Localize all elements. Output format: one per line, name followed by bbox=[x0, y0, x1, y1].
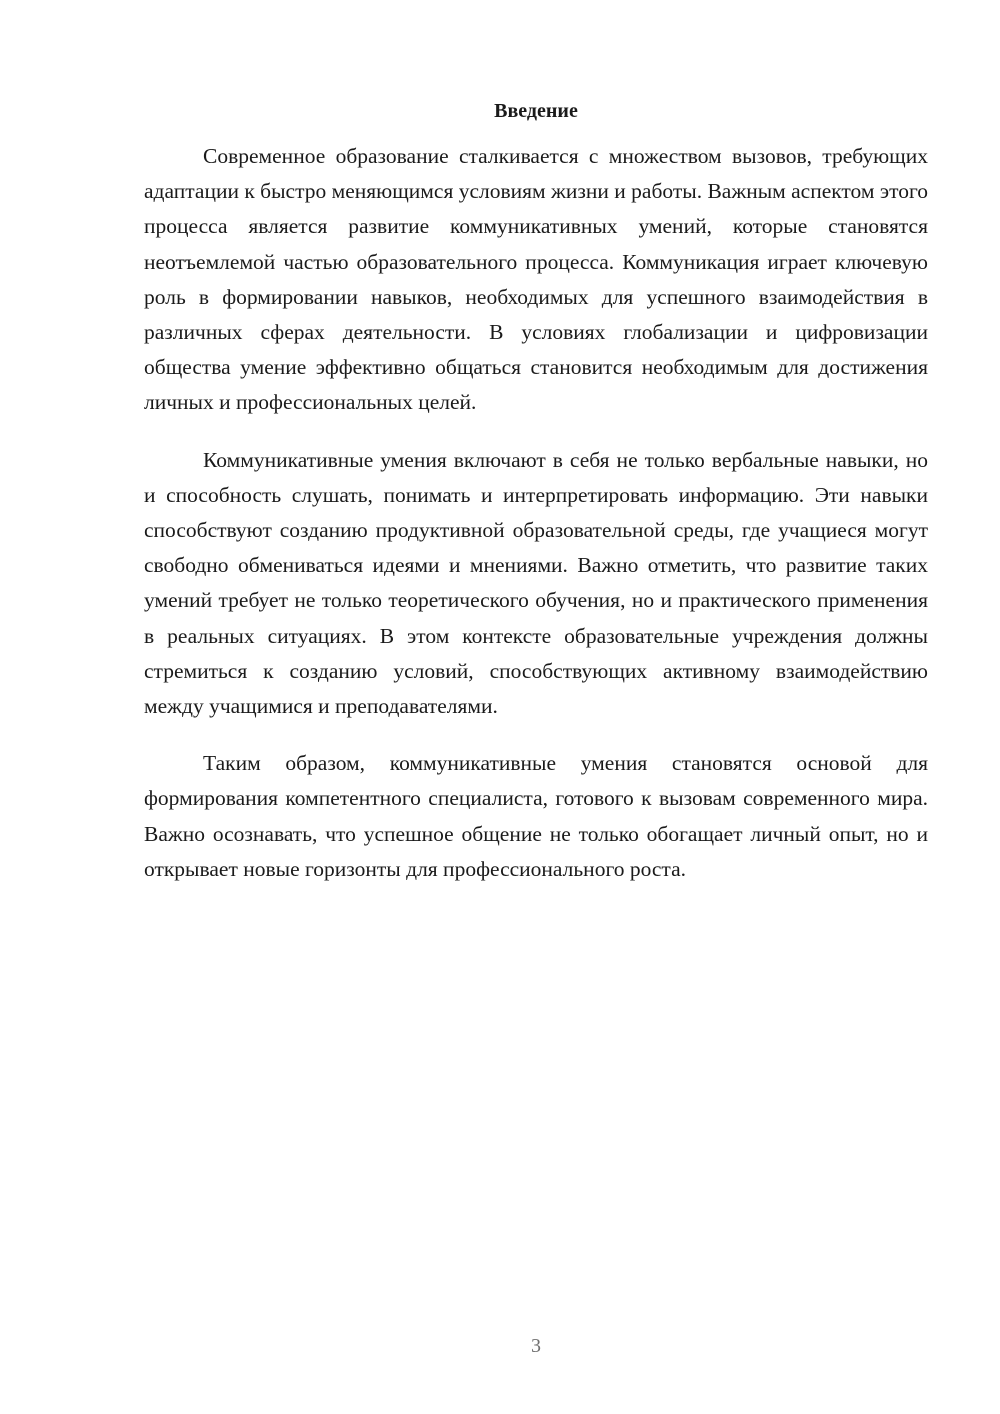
paragraph-2: Коммуникативные умения включают в себя не только вербальные навыки, но и способность слушать, понимать и интерпретировать информацию. Эти навыки способствуют созданию продуктивной образовательной среды, где учащиеся могут свободно обмениваться идеями и мнениями. Важно отметить, что развитие таких умений требует не только теоретического обучения, но и практического применения в реальных ситуациях. В этом контексте образовательные учреждения должны стремиться к созданию условий, способствующих активному взаимодействию между учащимися и преподавателями. bbox=[144, 447, 928, 719]
page-number: 3 bbox=[531, 1335, 541, 1357]
section-title: Введение bbox=[494, 100, 578, 122]
paragraph-1: Современное образование сталкивается с множеством вызовов, требующих адаптации к быстро меняющимся условиям жизни и работы. Важным аспектом этого процесса является развитие коммуникативных умений, которые становятся неотъемлемой частью образовательного процесса. Коммуникация играет ключевую роль в формировании навыков, необходимых для успешного взаимодействия в различных сферах деятельности. В условиях глобализации и цифровизации общества умение эффективно общаться становится необходимым для достижения личных и профессиональных целей. bbox=[144, 144, 928, 415]
page-content bbox=[144, 96, 928, 887]
paragraph-3: Таким образом, коммуникативные умения становятся основой для формирования компетентного специалиста, готового к вызовам современного мира. Важно осознавать, что успешное общение не только обогащает личный опыт, но и открывает новые горизонты для профессионального роста. bbox=[144, 751, 928, 881]
